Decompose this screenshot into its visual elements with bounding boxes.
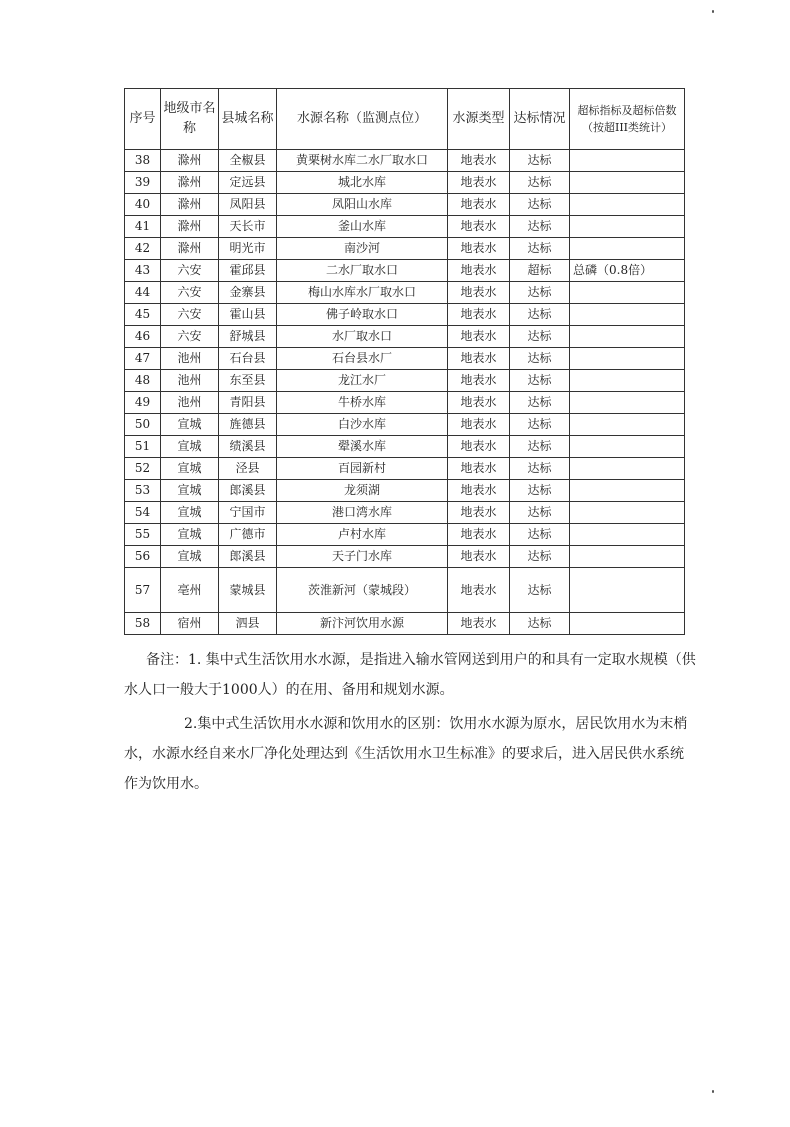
cell-source-type: 地表水: [448, 282, 510, 304]
table-row: [125, 150, 685, 172]
cell-compliance: 达标: [510, 524, 570, 546]
cell-compliance: 达标: [510, 568, 570, 613]
table-row: [125, 172, 685, 194]
table-row: [125, 546, 685, 568]
cell-source-type: 地表水: [448, 414, 510, 436]
cell-county: 石台县: [219, 348, 277, 370]
cell-source-name: 天子门水库: [277, 546, 448, 568]
cell-compliance: 达标: [510, 480, 570, 502]
cell-city: 滁州: [161, 172, 219, 194]
cell-source-name: 白沙水库: [277, 414, 448, 436]
cell-city: 六安: [161, 326, 219, 348]
table-row: [125, 480, 685, 502]
cell-source-name: 牛桥水库: [277, 392, 448, 414]
cell-source-name: 佛子岭取水口: [277, 304, 448, 326]
scan-speck: [712, 10, 714, 13]
cell-exceed: [570, 568, 685, 613]
cell-exceed: [570, 436, 685, 458]
cell-seq: 48: [125, 370, 161, 392]
cell-city: 六安: [161, 260, 219, 282]
cell-county: 金寨县: [219, 282, 277, 304]
cell-county: 天长市: [219, 216, 277, 238]
header-source-type: 水源类型: [448, 89, 510, 150]
cell-exceed: [570, 304, 685, 326]
cell-city: 亳州: [161, 568, 219, 613]
cell-source-name: 黄栗树水库二水厂取水口: [277, 150, 448, 172]
table-row: [125, 370, 685, 392]
cell-compliance: 达标: [510, 348, 570, 370]
cell-source-name: 梅山水库水厂取水口: [277, 282, 448, 304]
cell-source-type: 地表水: [448, 238, 510, 260]
cell-source-type: 地表水: [448, 260, 510, 282]
cell-source-type: 地表水: [448, 326, 510, 348]
cell-city: 宣城: [161, 546, 219, 568]
cell-source-name: 卢村水库: [277, 524, 448, 546]
cell-source-name: 港口湾水库: [277, 502, 448, 524]
table-header-row: [125, 89, 685, 150]
cell-source-type: 地表水: [448, 194, 510, 216]
cell-county: 绩溪县: [219, 436, 277, 458]
cell-city: 宣城: [161, 502, 219, 524]
cell-seq: 47: [125, 348, 161, 370]
cell-exceed: [570, 150, 685, 172]
cell-city: 宣城: [161, 436, 219, 458]
cell-compliance: 达标: [510, 150, 570, 172]
table-row: [125, 414, 685, 436]
cell-compliance: 达标: [510, 282, 570, 304]
cell-county: 全椒县: [219, 150, 277, 172]
cell-seq: 41: [125, 216, 161, 238]
cell-source-name: 茨淮新河（蒙城段）: [277, 568, 448, 613]
table-row: [125, 613, 685, 635]
cell-exceed: [570, 458, 685, 480]
cell-city: 宣城: [161, 458, 219, 480]
cell-compliance: 达标: [510, 326, 570, 348]
cell-seq: 39: [125, 172, 161, 194]
cell-city: 宣城: [161, 414, 219, 436]
cell-source-name: 龙江水厂: [277, 370, 448, 392]
cell-county: 泗县: [219, 613, 277, 635]
cell-source-type: 地表水: [448, 480, 510, 502]
cell-exceed: [570, 613, 685, 635]
cell-exceed: [570, 326, 685, 348]
cell-city: 六安: [161, 282, 219, 304]
cell-seq: 53: [125, 480, 161, 502]
header-county: 县城名称: [219, 89, 277, 150]
table-row: [125, 282, 685, 304]
cell-exceed: [570, 348, 685, 370]
cell-city: 六安: [161, 304, 219, 326]
cell-source-name: 水厂取水口: [277, 326, 448, 348]
table-row: [125, 304, 685, 326]
table-row: [125, 194, 685, 216]
cell-source-name: 石台县水厂: [277, 348, 448, 370]
cell-exceed: [570, 194, 685, 216]
cell-county: 舒城县: [219, 326, 277, 348]
cell-seq: 44: [125, 282, 161, 304]
table-row: [125, 326, 685, 348]
cell-source-name: 二水厂取水口: [277, 260, 448, 282]
cell-county: 凤阳县: [219, 194, 277, 216]
cell-source-name: 龙须湖: [277, 480, 448, 502]
cell-compliance: 达标: [510, 216, 570, 238]
table-row: [125, 348, 685, 370]
cell-seq: 51: [125, 436, 161, 458]
table-row: [125, 392, 685, 414]
cell-seq: 57: [125, 568, 161, 613]
table-row: [125, 458, 685, 480]
cell-source-type: 地表水: [448, 502, 510, 524]
cell-county: 霍山县: [219, 304, 277, 326]
cell-county: 旌德县: [219, 414, 277, 436]
cell-county: 东至县: [219, 370, 277, 392]
cell-exceed: [570, 216, 685, 238]
cell-seq: 45: [125, 304, 161, 326]
cell-exceed: [570, 546, 685, 568]
scan-speck: [712, 1090, 714, 1093]
cell-city: 滁州: [161, 194, 219, 216]
cell-city: 滁州: [161, 238, 219, 260]
cell-county: 郎溪县: [219, 480, 277, 502]
cell-source-type: 地表水: [448, 370, 510, 392]
cell-source-type: 地表水: [448, 613, 510, 635]
cell-compliance: 达标: [510, 613, 570, 635]
cell-source-name: 百园新村: [277, 458, 448, 480]
cell-city: 池州: [161, 392, 219, 414]
cell-seq: 58: [125, 613, 161, 635]
cell-exceed: [570, 282, 685, 304]
table-row: [125, 216, 685, 238]
cell-seq: 43: [125, 260, 161, 282]
table-row: [125, 260, 685, 282]
header-exceed-indicator: 超标指标及超标倍数（按超III类统计）: [570, 89, 685, 150]
cell-source-name: 凤阳山水库: [277, 194, 448, 216]
cell-source-type: 地表水: [448, 436, 510, 458]
cell-source-type: 地表水: [448, 546, 510, 568]
cell-compliance: 达标: [510, 392, 570, 414]
header-city: 地级市名称: [161, 89, 219, 150]
cell-seq: 54: [125, 502, 161, 524]
cell-exceed: [570, 524, 685, 546]
cell-seq: 56: [125, 546, 161, 568]
cell-compliance: 达标: [510, 304, 570, 326]
table-row: [125, 568, 685, 613]
cell-source-name: 城北水库: [277, 172, 448, 194]
cell-seq: 38: [125, 150, 161, 172]
table-row: [125, 238, 685, 260]
cell-source-type: 地表水: [448, 304, 510, 326]
cell-seq: 42: [125, 238, 161, 260]
cell-seq: 40: [125, 194, 161, 216]
cell-compliance: 达标: [510, 546, 570, 568]
cell-source-type: 地表水: [448, 392, 510, 414]
cell-county: 宁国市: [219, 502, 277, 524]
cell-source-type: 地表水: [448, 524, 510, 546]
cell-city: 池州: [161, 348, 219, 370]
cell-city: 宣城: [161, 524, 219, 546]
cell-county: 广德市: [219, 524, 277, 546]
cell-seq: 49: [125, 392, 161, 414]
cell-compliance: 达标: [510, 458, 570, 480]
cell-city: 宣城: [161, 480, 219, 502]
cell-source-name: 翚溪水库: [277, 436, 448, 458]
cell-exceed: [570, 502, 685, 524]
table-row: [125, 524, 685, 546]
cell-compliance: 达标: [510, 370, 570, 392]
cell-compliance: 达标: [510, 238, 570, 260]
note-2: 2.集中式生活饮用水水源和饮用水的区别：饮用水水源为原水，居民饮用水为末梢水，水源水经自来水厂净化处理达到《生活饮用水卫生标准》的要求后，进入居民供水系统作为饮用水。: [124, 716, 688, 792]
header-seq: 序号: [125, 89, 161, 150]
cell-exceed: [570, 392, 685, 414]
cell-exceed: [570, 480, 685, 502]
cell-exceed: [570, 370, 685, 392]
cell-compliance: 达标: [510, 414, 570, 436]
cell-seq: 46: [125, 326, 161, 348]
table-row: [125, 502, 685, 524]
cell-exceed: [570, 414, 685, 436]
cell-source-type: 地表水: [448, 150, 510, 172]
cell-seq: 52: [125, 458, 161, 480]
cell-county: 霍邱县: [219, 260, 277, 282]
cell-city: 滁州: [161, 150, 219, 172]
table-row: [125, 436, 685, 458]
cell-city: 滁州: [161, 216, 219, 238]
cell-source-type: 地表水: [448, 348, 510, 370]
cell-city: 宿州: [161, 613, 219, 635]
header-source-name: 水源名称（监测点位）: [277, 89, 448, 150]
cell-compliance: 超标: [510, 260, 570, 282]
cell-compliance: 达标: [510, 436, 570, 458]
cell-seq: 50: [125, 414, 161, 436]
header-compliance: 达标情况: [510, 89, 570, 150]
cell-city: 池州: [161, 370, 219, 392]
cell-seq: 55: [125, 524, 161, 546]
notes-section: [124, 645, 696, 799]
cell-source-name: 釜山水库: [277, 216, 448, 238]
cell-source-name: 南沙河: [277, 238, 448, 260]
water-quality-table: [124, 88, 685, 635]
note-1: 备注：1. 集中式生活饮用水水源，是指进入输水管网送到用户的和具有一定取水规模（供水人口一般大于1000人）的在用、备用和规划水源。: [124, 652, 696, 698]
cell-county: 郎溪县: [219, 546, 277, 568]
cell-source-type: 地表水: [448, 172, 510, 194]
cell-county: 明光市: [219, 238, 277, 260]
cell-exceed: [570, 238, 685, 260]
cell-county: 蒙城县: [219, 568, 277, 613]
cell-county: 泾县: [219, 458, 277, 480]
cell-compliance: 达标: [510, 172, 570, 194]
cell-source-type: 地表水: [448, 568, 510, 613]
cell-exceed: [570, 172, 685, 194]
cell-exceed: 总磷（0.8倍）: [570, 260, 685, 282]
cell-county: 青阳县: [219, 392, 277, 414]
cell-source-type: 地表水: [448, 458, 510, 480]
cell-county: 定远县: [219, 172, 277, 194]
cell-compliance: 达标: [510, 502, 570, 524]
cell-source-type: 地表水: [448, 216, 510, 238]
cell-source-name: 新汴河饮用水源: [277, 613, 448, 635]
cell-compliance: 达标: [510, 194, 570, 216]
